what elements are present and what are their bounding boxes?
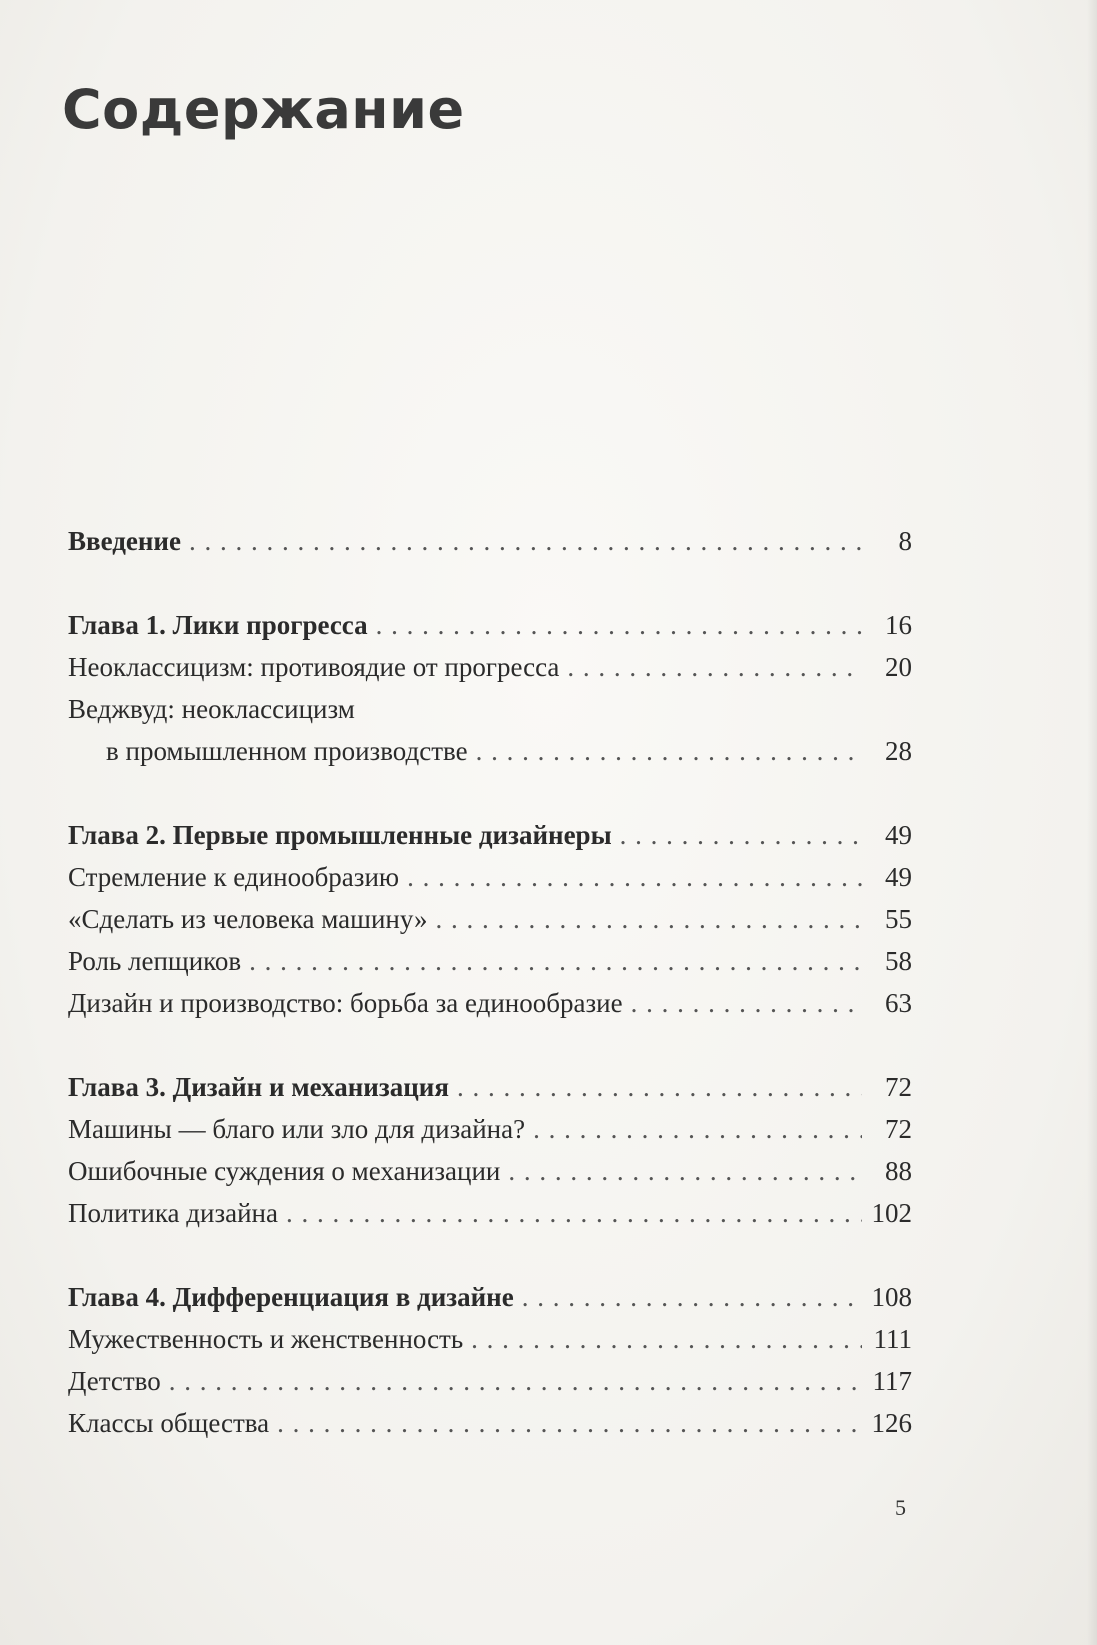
- toc-entry-chapter-4: [68, 1276, 912, 1318]
- toc-entry-section: [68, 688, 912, 772]
- toc-entry-label: Мужественность и женственность: [68, 1324, 464, 1354]
- toc-entry-chapter-2: [68, 814, 912, 856]
- toc-entry-label-line1: Веджвуд: неоклассицизм: [68, 694, 355, 724]
- toc-entry-label: Машины — благо или зло для дизайна?: [68, 1114, 526, 1144]
- toc-entry-page: 102: [871, 1198, 912, 1228]
- toc-entry-page: 55: [885, 904, 912, 934]
- leader-dots: [189, 520, 862, 562]
- toc-entry-label: Глава 2. Первые промышленные дизайнеры: [68, 820, 612, 850]
- toc-entry-page: 63: [885, 988, 912, 1018]
- toc-entry-section: [68, 1192, 912, 1234]
- leader-dots: [476, 730, 862, 772]
- toc-entry-label: Ошибочные суждения о механизации: [68, 1156, 501, 1186]
- table-of-contents: [68, 520, 912, 1444]
- leader-dots: [620, 814, 862, 856]
- toc-entry-label-line2: в промышленном производстве: [106, 736, 468, 766]
- leader-dots: [436, 898, 862, 940]
- toc-entry-section: [68, 1150, 912, 1192]
- leader-dots: [508, 1150, 862, 1192]
- toc-entry-section: [68, 1402, 912, 1444]
- toc-entry-page: 16: [885, 610, 912, 640]
- leader-dots: [631, 982, 862, 1024]
- toc-entry-section: [68, 1108, 912, 1150]
- toc-entry-page: 49: [885, 820, 912, 850]
- leader-dots: [522, 1276, 862, 1318]
- leader-dots: [471, 1318, 862, 1360]
- toc-entry-chapter-1: [68, 604, 912, 646]
- toc-entry-page: 108: [871, 1282, 912, 1312]
- leader-dots: [407, 856, 862, 898]
- toc-entry-label: Глава 1. Лики прогресса: [68, 610, 368, 640]
- leader-dots: [169, 1360, 862, 1402]
- toc-entry-line2: [68, 730, 912, 772]
- toc-entry-label: «Сделать из человека машину»: [68, 904, 428, 934]
- toc-entry-label: Неоклассицизм: противоядие от прогресса: [68, 652, 560, 682]
- toc-entry-section: [68, 898, 912, 940]
- page-edge-shadow: [1087, 0, 1097, 1645]
- toc-entry-page: 111: [873, 1324, 912, 1354]
- toc-entry-page: 72: [885, 1072, 912, 1102]
- toc-entry-label: Роль лепщиков: [68, 946, 242, 976]
- toc-entry-label: Глава 3. Дизайн и механизация: [68, 1072, 449, 1102]
- page-number: 5: [895, 1495, 906, 1520]
- toc-entry-label: Глава 4. Дифференциация в дизайне: [68, 1282, 514, 1312]
- toc-entry-page: 117: [872, 1366, 912, 1396]
- toc-entry-label: Введение: [68, 526, 181, 556]
- leader-dots: [567, 646, 862, 688]
- leader-dots: [277, 1402, 861, 1444]
- toc-entry-label: Классы общества: [68, 1408, 270, 1438]
- toc-entry-page: 72: [885, 1114, 912, 1144]
- toc-entry-section: [68, 940, 912, 982]
- toc-entry-intro: [68, 520, 912, 562]
- leader-dots: [286, 1192, 862, 1234]
- leader-dots: [533, 1108, 862, 1150]
- leader-dots: [457, 1066, 862, 1108]
- toc-entry-label: Детство: [68, 1366, 161, 1396]
- toc-entry-page: 88: [885, 1156, 912, 1186]
- toc-entry-section: [68, 856, 912, 898]
- toc-entry-label: Стремление к единообразию: [68, 862, 400, 892]
- toc-entry-chapter-3: [68, 1066, 912, 1108]
- toc-entry-section: [68, 982, 912, 1024]
- page-title: Содержание: [62, 78, 465, 141]
- toc-entry-page: 20: [885, 652, 912, 682]
- toc-entry-page: 126: [871, 1408, 912, 1438]
- toc-entry-page: 8: [898, 526, 912, 556]
- toc-entry-label: Политика дизайна: [68, 1198, 278, 1228]
- toc-entry-label: Дизайн и производство: борьба за единообразие: [68, 988, 623, 1018]
- toc-entry-section: [68, 1360, 912, 1402]
- leader-dots: [249, 940, 862, 982]
- leader-dots: [376, 604, 862, 646]
- toc-entry-page: 49: [885, 862, 912, 892]
- toc-entry-section: [68, 1318, 912, 1360]
- toc-entry-page: 58: [885, 946, 912, 976]
- toc-entry-section: [68, 646, 912, 688]
- toc-entry-page: 28: [885, 736, 912, 766]
